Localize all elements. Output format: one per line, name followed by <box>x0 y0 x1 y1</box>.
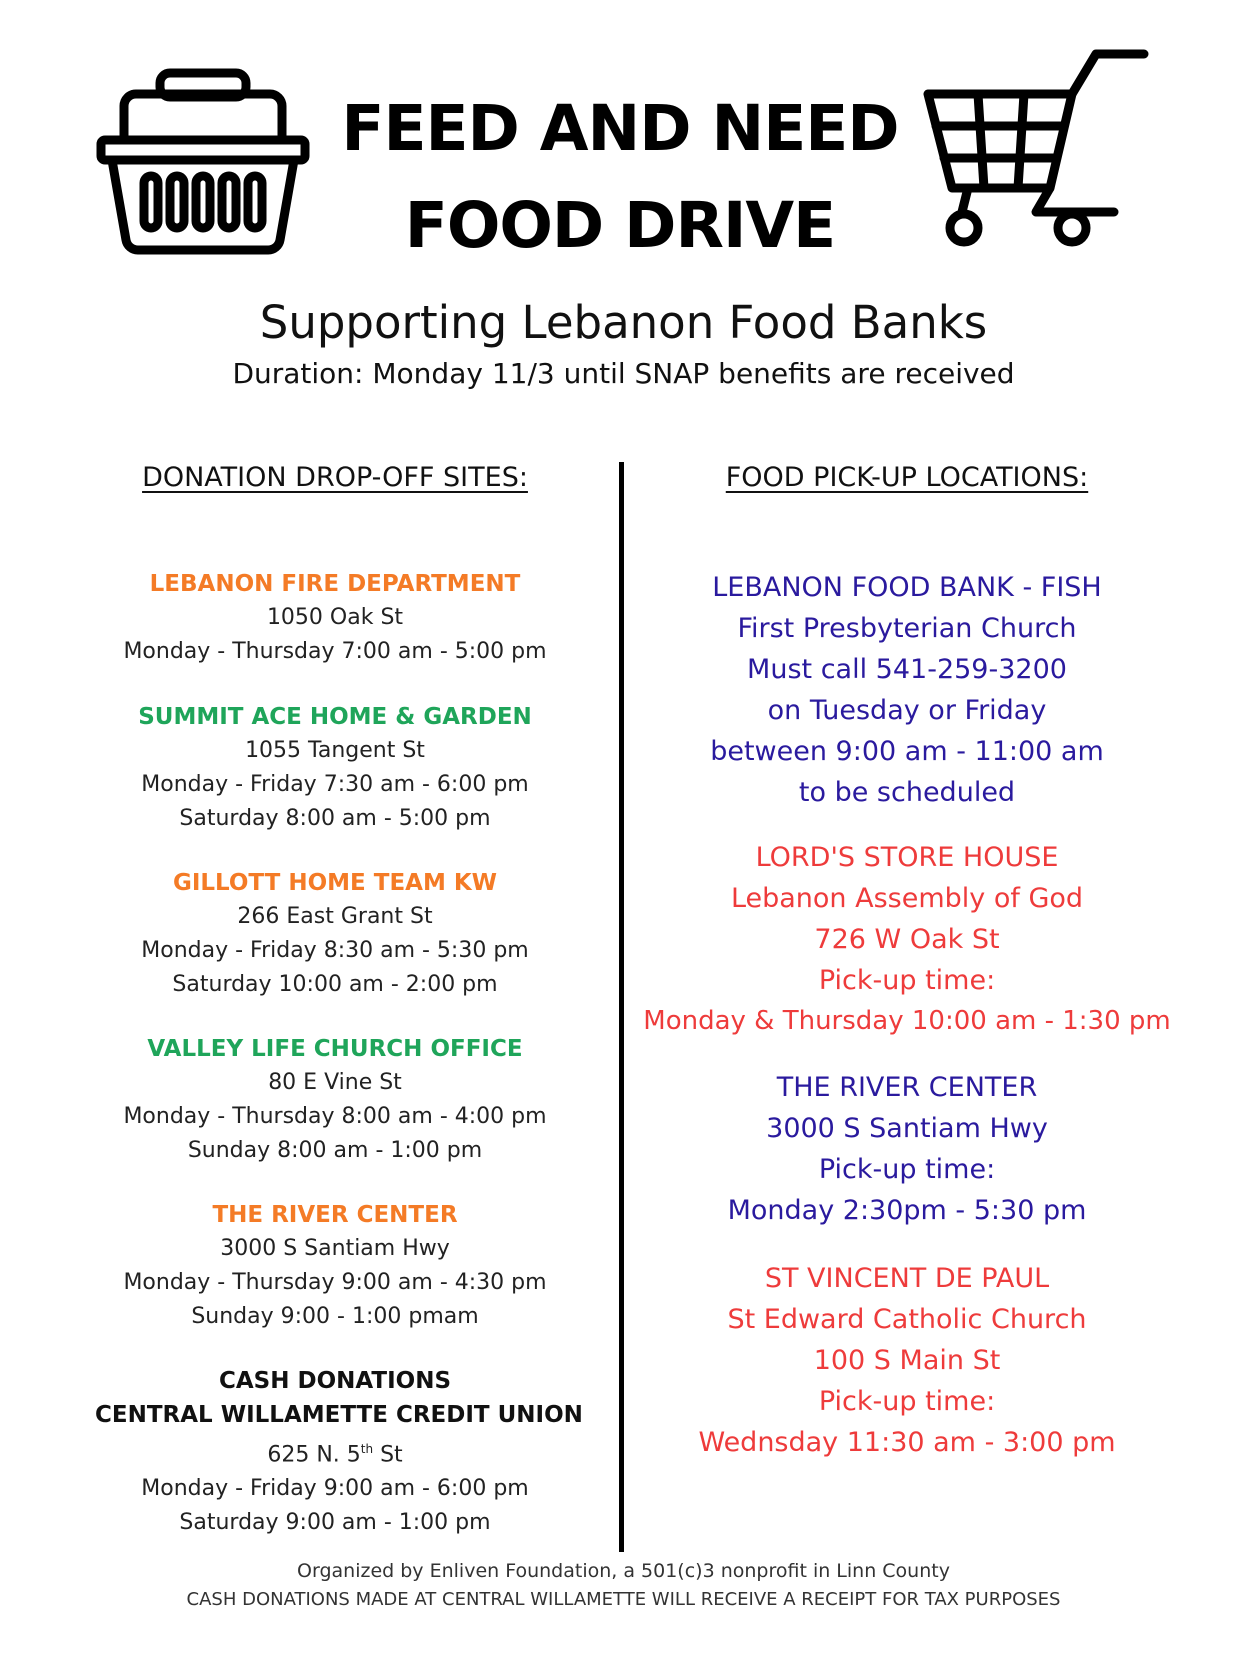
site-name: VALLEY LIFE CHURCH OFFICE <box>147 1036 523 1062</box>
location-line: Pick-up time: <box>818 965 996 996</box>
location-name: ST VINCENT DE PAUL <box>764 1263 1050 1294</box>
subtitle: Supporting Lebanon Food Banks <box>259 296 988 349</box>
site-name: SUMMIT ACE HOME & GARDEN <box>138 704 532 730</box>
site-hours: Monday - Thursday 9:00 am - 4:30 pm <box>123 1270 547 1295</box>
location-line: St Edward Catholic Church <box>727 1304 1087 1335</box>
site-address <box>95 1432 575 1472</box>
location-name: LORD'S STORE HOUSE <box>755 842 1059 873</box>
site-name: GILLOTT HOME TEAM KW <box>172 870 498 896</box>
site-address: 3000 S Santiam Hwy <box>220 1236 450 1261</box>
site-hours: Monday - Friday 7:30 am - 6:00 pm <box>141 772 529 797</box>
dropoff-site <box>95 1198 575 1334</box>
site-hours: Saturday 8:00 am - 5:00 pm <box>179 806 491 831</box>
address-superscript: th <box>360 1442 374 1456</box>
title-line-1: FEED AND NEED <box>341 92 899 165</box>
dropoff-heading: DONATION DROP-OFF SITES: <box>142 462 528 493</box>
location-line: to be scheduled <box>798 777 1016 808</box>
site-hours: Monday - Thursday 8:00 am - 4:00 pm <box>123 1104 547 1129</box>
pickup-location <box>632 837 1182 1042</box>
location-line: Monday & Thursday 10:00 am - 1:30 pm <box>643 1006 1171 1036</box>
pickup-location <box>632 567 1182 813</box>
site-name: THE RIVER CENTER <box>212 1202 458 1228</box>
location-name: LEBANON FOOD BANK - FISH <box>712 572 1102 603</box>
site-address: 1055 Tangent St <box>245 738 425 763</box>
location-line: Pick-up time: <box>818 1386 996 1417</box>
location-line: Lebanon Assembly of God <box>730 883 1084 914</box>
address-prefix: 625 N. 5 <box>267 1442 361 1468</box>
dropoff-site <box>95 866 575 1002</box>
location-line: between 9:00 am - 11:00 am <box>710 736 1104 767</box>
site-hours: Monday - Friday 8:30 am - 5:30 pm <box>141 938 529 963</box>
cash-donations-label: CASH DONATIONS <box>218 1368 452 1394</box>
dropoff-site <box>95 1032 575 1168</box>
site-hours: Saturday 9:00 am - 1:00 pm <box>179 1510 491 1536</box>
location-line: Wednsday 11:30 am - 3:00 pm <box>698 1427 1116 1458</box>
credit-union-name: CENTRAL WILLAMETTE CREDIT UNION <box>95 1402 583 1428</box>
site-hours: Monday - Friday 9:00 am - 6:00 pm <box>141 1476 529 1502</box>
location-line: Pick-up time: <box>818 1154 996 1185</box>
dropoff-site <box>95 700 575 836</box>
cash-donation-site <box>95 1364 583 1540</box>
pickup-heading: FOOD PICK-UP LOCATIONS: <box>725 462 1089 493</box>
column-divider <box>619 462 624 1552</box>
shopping-basket-icon <box>96 68 310 258</box>
site-address: 266 East Grant St <box>237 904 433 929</box>
location-line: 726 W Oak St <box>814 924 1000 955</box>
location-line: 3000 S Santiam Hwy <box>766 1113 1048 1144</box>
location-line: First Presbyterian Church <box>737 613 1077 644</box>
site-hours: Saturday 10:00 am - 2:00 pm <box>172 972 498 997</box>
location-line: Must call 541-259-3200 <box>747 654 1067 685</box>
pickup-location <box>632 1258 1182 1463</box>
site-hours: Sunday 9:00 - 1:00 pmam <box>191 1304 479 1329</box>
location-line: 100 S Main St <box>813 1345 1001 1376</box>
site-address: 80 E Vine St <box>268 1070 402 1095</box>
site-hours: Monday - Thursday 7:00 am - 5:00 pm <box>123 639 547 664</box>
location-line: on Tuesday or Friday <box>767 695 1047 726</box>
address-suffix: St <box>373 1442 403 1468</box>
pickup-location <box>632 1067 1182 1231</box>
duration-text: Duration: Monday 11/3 until SNAP benefits are received <box>232 357 1015 390</box>
site-hours: Sunday 8:00 am - 1:00 pm <box>187 1138 483 1163</box>
title-line-2: FOOD DRIVE <box>404 189 836 262</box>
footer-organizer: Organized by Enliven Foundation, a 501(c)3 nonprofit in Linn County <box>297 1560 950 1582</box>
footer-tax-note: CASH DONATIONS MADE AT CENTRAL WILLAMETTE WILL RECEIVE A RECEIPT FOR TAX PURPOSES <box>186 1589 1061 1610</box>
location-line: Monday 2:30pm - 5:30 pm <box>727 1195 1087 1226</box>
site-name: LEBANON FIRE DEPARTMENT <box>149 571 521 597</box>
site-address: 1050 Oak St <box>266 605 404 630</box>
dropoff-site <box>95 567 575 669</box>
location-name: THE RIVER CENTER <box>776 1072 1038 1103</box>
page-title <box>300 80 940 274</box>
shopping-cart-icon <box>922 42 1152 254</box>
